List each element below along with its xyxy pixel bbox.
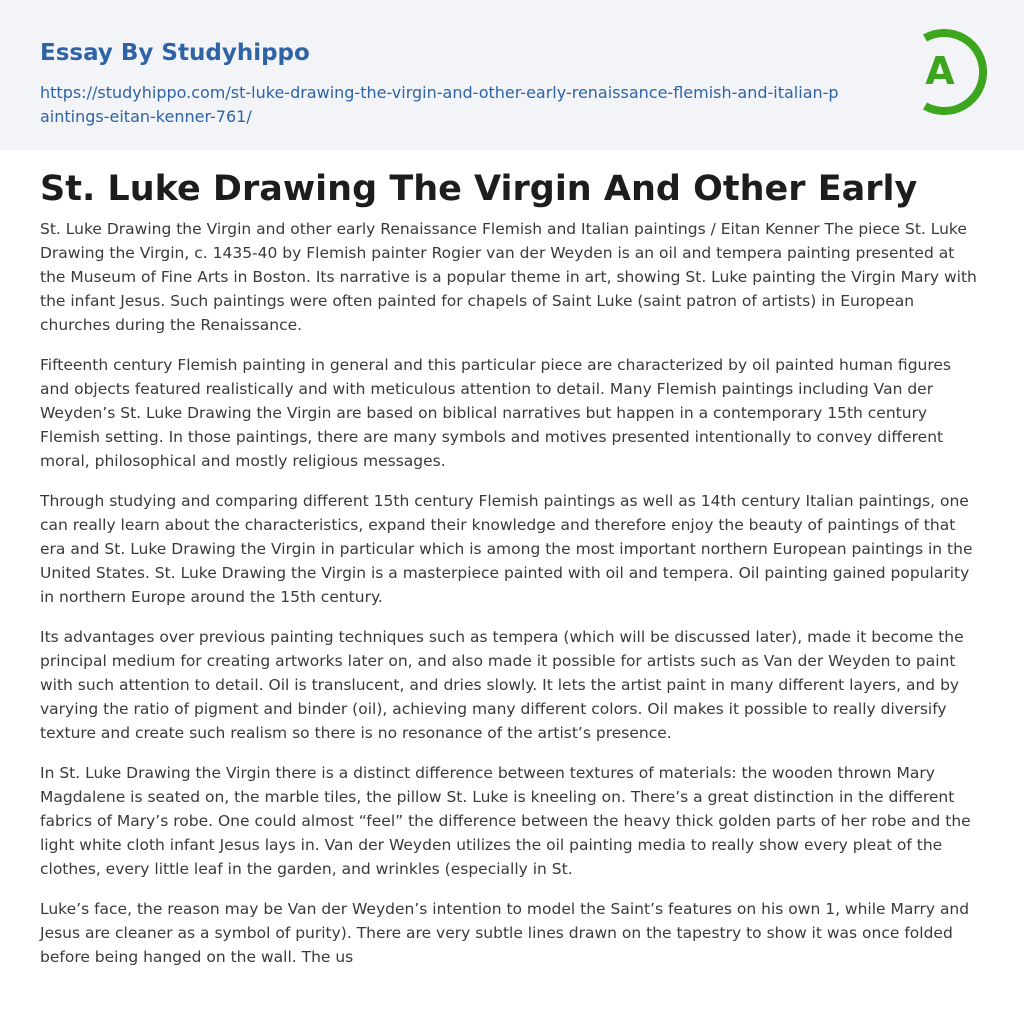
article-body — [40, 217, 984, 969]
paragraph: Its advantages over previous painting techniques such as tempera (which will be discussed later), made it become the principal medium for creating artworks later on, and also made it possible for artists such as Van der Weyden to paint with such attention to detail. Oil is translucent, and dries slowly. It lets the artist paint in many different layers, and by varying the ratio of pigment and binder (oil), achieving many different colors. Oil makes it possible to really diversify texture and create such realism so there is no resonance of the artist’s presence. — [40, 628, 964, 742]
brand-title[interactable]: Essay By Studyhippo — [40, 40, 310, 66]
studyhippo-logo[interactable] — [906, 27, 994, 117]
site-header — [0, 0, 1024, 150]
essay-url-link[interactable]: https://studyhippo.com/st-luke-drawing-the-virgin-and-other-early-renaissance-flemish-and-italian-paintings-eitan-kenner-761/ — [40, 83, 839, 126]
paragraph: Through studying and comparing different 15th century Flemish paintings as well as 14th century Italian paintings, one can really learn about the characteristics, expand their knowledge and therefore enjoy the beauty of paintings of that era and St. Luke Drawing the Virgin in particular which is among the most important northern European paintings in the United States. St. Luke Drawing the Virgin is a masterpiece painted with oil and tempera. Oil painting gained popularity in northern Europe around the 15th century. — [40, 492, 973, 606]
article-title: St. Luke Drawing The Virgin And Other Early — [40, 169, 918, 209]
logo-letter: A — [925, 49, 955, 93]
article — [40, 166, 984, 985]
paragraph: Luke’s face, the reason may be Van der Weyden’s intention to model the Saint’s features on his own 1, while Marry and Jesus are cleaner as a symbol of purity). There are very subtle lines drawn on the tapestry to show it was once folded before being hanged on the wall. The us — [40, 900, 970, 966]
paragraph: Fifteenth century Flemish painting in general and this particular piece are characterized by oil painted human figures and objects featured realistically and with meticulous attention to detail. Many Flemish paintings including Van der Weyden’s St. Luke Drawing the Virgin are based on biblical narratives but happen in a contemporary 15th century Flemish setting. In those paintings, there are many symbols and motives presented intentionally to convey different moral, philosophical and mostly religious messages. — [40, 356, 952, 470]
paragraph: In St. Luke Drawing the Virgin there is a distinct difference between textures of materials: the wooden thrown Mary Magdalene is seated on, the marble tiles, the pillow St. Luke is kneeling on. There’s a great distinction in the different fabrics of Mary’s robe. One could almost “feel” the difference between the heavy thick golden parts of her robe and the light white cloth infant Jesus lays in. Van der Weyden utilizes the oil painting media to really show every pleat of the clothes, every little leaf in the garden, and wrinkles (especially in St. — [40, 764, 971, 878]
paragraph: St. Luke Drawing the Virgin and other early Renaissance Flemish and Italian paintings / Eitan Kenner The piece St. Luke Drawing the Virgin, c. 1435-40 by Flemish painter Rogier van der Weyden is an oil and tempera painting presented at the Museum of Fine Arts in Boston. Its narrative is a popular theme in art, showing St. Luke painting the Virgin Mary with the infant Jesus. Such paintings were often painted for chapels of Saint Luke (saint patron of artists) in European churches during the Renaissance. — [40, 220, 977, 334]
logo-a-icon — [906, 27, 994, 117]
